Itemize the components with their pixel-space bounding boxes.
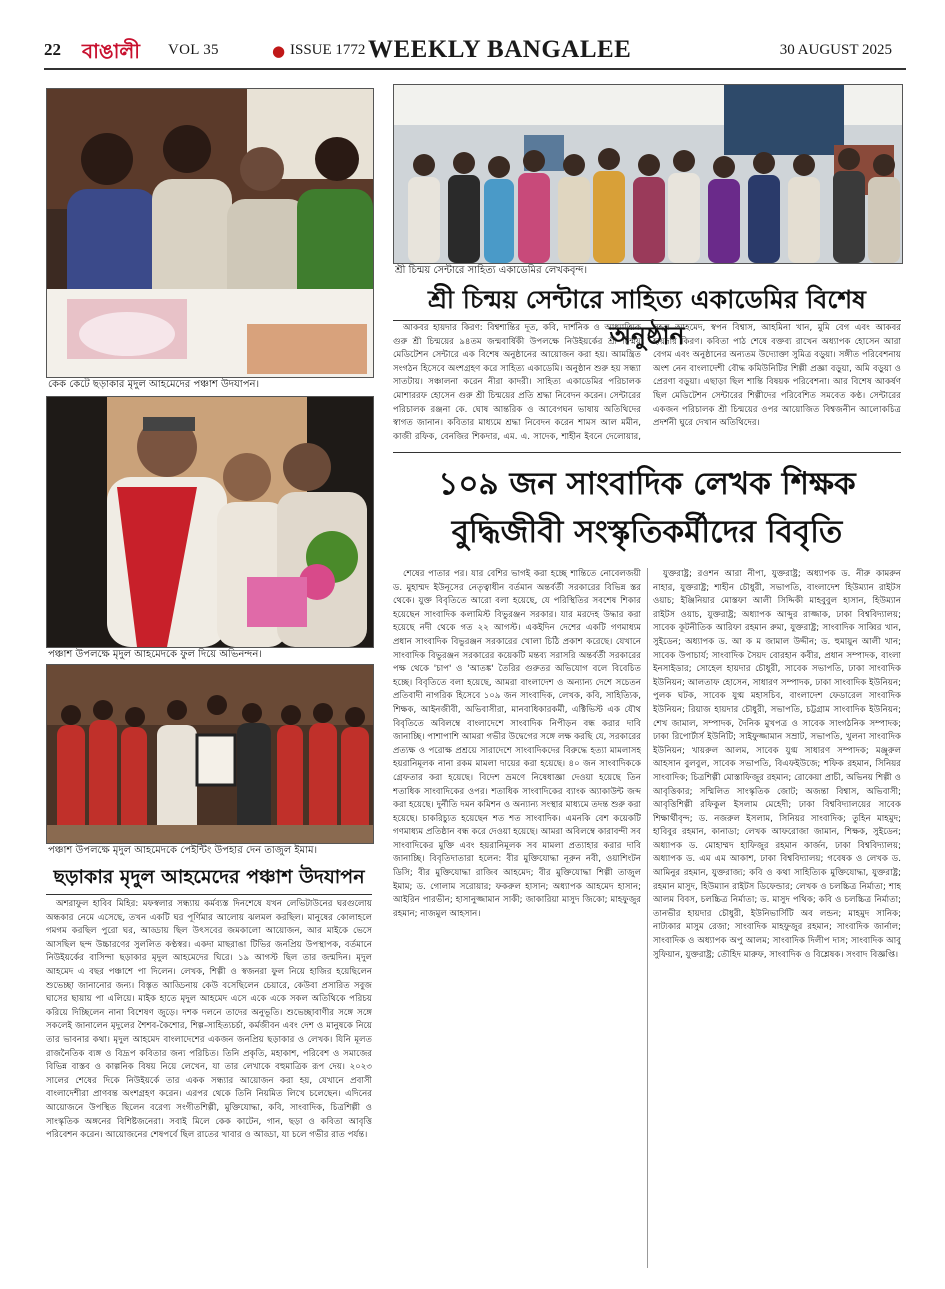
chinmoy-headline-rule [393, 320, 901, 321]
svg-text:বাঙালী: বাঙালী [82, 39, 141, 63]
statement-body-col1 [393, 568, 641, 1270]
statement-text-col1: শেষের পাতার পর। যার বেশির ভাগই করা হচ্ছে শান্তিতে নোবেলজয়ী ড. মুহাম্মদ ইউনূসের নেতৃত্বাধীন বর্তমান অন্তর্বর্তী সরকারের বিভিন্ন স্তর থেকে। যুক্ত বিবৃতিতে আরো বলা হয়েছে, যে পরিস্থিতির সবশেষ শিকার হয়েছেন সাংবাদিক কলামিস্ট বিভুরঞ্জন সরকার। যার মরদেহ উদ্ধার করা হয়েছে নদী থেকে গত ২২ আগস্ট। একইদিন দেশের একটি গণমাধ্যম প্রধান সাংবাদিক বিভুরঞ্জন সরকারের খোলা চিঠি প্রকাশ করেছে। যেখানে সাংবাদিক বিভুরঞ্জন সরকারের কয়েকটি মন্তব্য সরাসরি অন্তর্বর্তী সরকারের পক্ষ থেকে 'চাপ' ও 'আতঙ্ক' তৈরির গুরুতর অভিযোগ বলে বিবেচিত হচ্ছে। বিবৃতিতে বলা হয়েছে, আমরা বাংলাদেশ ও অন্যান্য দেশে সচেতন প্রতিবাদী নাগরিক হিসেবে ১০৯ জন সাংবাদিক, লেখক, কবি, সাহিত্যিক, শিক্ষক, আইনজীবী, অভিবাসীরা, মানবাধিকারকর্মী, এক্টিভিস্ট এক যৌথ বিবৃতিতে অবিলম্বে বাংলাদেশে সাংবাদিক নিপীড়ন বন্ধ করার দাবি জানাচ্ছি। পাশাপাশি আমরা গভীর উদ্বেগের সঙ্গে লক্ষ করছি যে, সরকারের প্রত্যক্ষ ও পরোক্ষ প্রশ্রয়ে সারাদেশে সাংবাদিকদের বিরুদ্ধে হত্যা মামলাসহ হয়রানিমূলক নানা রকম মামলা দায়ের করা হয়েছে। ৪০ জন সাংবাদিককে গ্রেফতার করা হয়েছে। বিদেশ ভ্রমণে নিষেধাজ্ঞা দেওয়া হয়েছে তিন শতাধিক সাংবাদিকের ওপর। শতাধিক সাংবাদিকের ব্যাংক অ্যাকাউন্ট জব্দ করা হয়েছে। দুর্নীতি দমন কমিশন ও অন্যান্য সংস্থার মাধ্যমে তদন্ত শুরু করা হয়েছে। চাকরিচ্যুত হয়েছেন শত শত সাংবাদিক। এমনকি বেশ কয়েকটি গণমাধ্যম প্রতিষ্ঠান বন্ধ করে দেওয়া হয়েছে। আমরা অবিলম্বে কারাবন্দী সব সাংবাদিকের মুক্তি এবং হয়রানিমূলক সব মামলা প্রত্যাহার করার দাবি জানাচ্ছি। বিবৃতিদাতারা হলেন: বীর মুক্তিযোদ্ধা নূরুন নবী, ওয়াশিংটন ডিসি; বীর মুক্তিযোদ্ধা রাজিব আহমেদ; বীর মুক্তিযোদ্ধা শিল্পী তাজুল ইমাম; ড. গোলাম সরোয়ার; ফকরুল হাসান; অধ্যাপক আহমেদ হাসান; আইরিন পারভীন; হাসানুজ্জামান সাকী; জাকারিয়া মাসুদ জিকো; মাহফুজুর রহমান; নাজমুল আহসান। [393, 569, 641, 919]
issue-date: 30 AUGUST 2025 [779, 42, 892, 58]
column-divider [647, 568, 648, 1268]
caption-chinmoy: শ্রী চিন্ময় সেন্টারে সাহিত্য একাডেমির লেখকবৃন্দ। [395, 265, 588, 276]
photo-flowers-greeting [46, 396, 374, 648]
statement-headline-line2: বুদ্ধিজীবী সংস্কৃতিকর্মীদের বিবৃতি [451, 514, 843, 550]
photo-chinmoy-group [393, 84, 903, 264]
mridul-headline: ছড়াকার মৃদুল আহমেদের পঞ্চাশ উদযাপন [53, 866, 365, 888]
statement-headline [393, 460, 901, 556]
statement-text-col2: যুক্তরাষ্ট্র; রওশন আরা নীপা, যুক্তরাষ্ট্র; অধ্যাপক ড. নীরু কামরুন নাহার, যুক্তরাষ্ট্র; শাহীন চৌধুরী, সভাপতি, বাংলাদেশ হিউম্যান রাইটস ওয়াচ; ইঞ্জিনিয়ার মোস্তফা আলী সিদ্দিকী মাহবুবুল হাসান, হিউম্যান রাইটস ওয়াচ, যুক্তরাষ্ট্র; অধ্যাপক আব্দুর রাজ্জাক, ঢাকা বিশ্ববিদ্যালয়; সাবেক কূটনীতিক আরিফা রহমান রুমা, যুক্তরাষ্ট্র; সাংবাদিক সাব্বির খান, সুইডেন; অধ্যাপক ড. আ ক ম জামাল উদ্দীন; ড. হুমায়ুন আলী খান; সাবেক উপাচার্য; সাংবাদিক সৈয়দ বোরহান কবীর, প্রধান সম্পাদক, বাংলা ইনসাইডার; সোহেল হায়দার চৌধুরী, সাবেক সভাপতি, ঢাকা সাংবাদিক ইউনিয়ন; আলতাফ হোসেন, সাধারণ সম্পাদক, ঢাকা সাংবাদিক ইউনিয়ন; পুলক ঘটক, সাবেক যুগ্ম মহাসচিব, বাংলাদেশ ফেডারেল সাংবাদিক ইউনিয়ন; রিয়াজ হায়দার চৌধুরী, সভাপতি, চট্টগ্রাম সাংবাদিক ইউনিয়ন; শেখ জামাল, সম্পাদক, দৈনিক মুখপত্র ও সাবেক সাংগঠনিক সম্পাদক; ঢাকা রিপোর্টার্স ইউনিটি; সাইফুজ্জামান সম্রাট, সভাপতি, খুলনা সাংবাদিক ইউনিয়ন; খায়রুল আলম, সাবেক যুগ্ম সাধারণ সম্পাদক; মঞ্জুরুল আহসান বুলবুল, সাবেক সভাপতি, বিএফইউজে; শফিক রহমান, সিনিয়র সাংবাদিক; চিত্রশিল্পী মোস্তাফিজুর রহমান; রোকেয়া প্রাচী, অভিনয় শিল্পী ও আবৃত্তিকার; সম্মিলিত সাংস্কৃতিক জোট; অজন্তা বিশ্বাস, অভিবাসী; আবৃত্তিশিল্পী রফিকুল ইসলাম মেহেদী; ঢাকা বিশ্ববিদ্যালয়ের সাবেক শিক্ষার্থীবৃন্দ; ড. নজরুল ইসলাম, সিনিয়র সাংবাদিক; তুহিন মাহমুদ; হাবিবুর রহমান, কানাডা; লেখক আফরোজা জামান, শিক্ষক, সুইডেন; অধ্যাপক ড. মোহাম্মদ হাফিজুর রহমান কার্জন, ঢাকা বিশ্ববিদ্যালয়; অধ্যাপক ড. এম এম আকাশ, ঢাকা বিশ্ববিদ্যালয়; গবেষক ও লেখক ড. আমিনুর রহমান, যুক্তরাজ্য; কবি ও কথা সাহিত্যিক মুক্তিযোদ্ধা, যুক্তরাষ্ট্র; রহমান মাসুদ, হিউম্যান রাইটস ডিফেন্ডার; লেখক ও চলচ্চিত্র নির্মাতা; শাহ আলম বিবস, চলচ্চিত্র নির্মাতা; ড. মাসুদ পথিক; কবি ও চলচ্চিত্র নির্মাতা; তানভীর হায়দার চৌধুরী, ইউনিভার্সিটি অব লন্ডন; মাহমুদ সানিক; নাট্যকার মাসুম রেজা; সাংবাদিক মাহফুজুর রহমান; সাংবাদিক জার্নাল; সাংবাদিক ও অধ্যাপক অপু আলম; সাংবাদিক দিলীপ দাস; সাংবাদিক আবু সুফিয়ান, যুক্তরাষ্ট্র; তৌহিদ মারুফ, সাংবাদিক ও বিশ্লেষক। সংবাদ বিজ্ঞপ্তি। [653, 569, 901, 960]
newspaper-logo [72, 36, 172, 64]
separator-dot-icon: ● [272, 42, 286, 60]
statement-top-rule [393, 452, 901, 453]
page-number: 22 [44, 40, 61, 59]
chinmoy-article-body [393, 322, 901, 446]
caption-cake: কেক কেটে ছড়াকার মৃদুল আহমেদের পঞ্চাশ উদযাপন। [48, 379, 260, 390]
publication-title: WEEKLY BANGALEE [368, 36, 632, 63]
mridul-headline-rule [46, 894, 372, 895]
chinmoy-article-text: আকবর হায়দার কিরণ: বিশ্বশান্তির দূত, কবি, দার্শনিক ও আধ্যাত্মিক গুরু শ্রী চিন্ময়ের ৯৪তম জন্মবার্ষিকী উপলক্ষে নিউইয়র্কের শ্রী চিন্ময় মেডিটেশন সেন্টারে এক বিশেষ অনুষ্ঠানের আয়োজন করা হয়। আমন্ত্রিত সংগঠন হিসেবে অংশগ্রহণ করে সাহিত্য একাডেমি। অনুষ্ঠান শুরু হয় সন্ধ্যা সাতটায়। সঞ্চালনা করেন নীরা কাদরী। সাহিত্য একাডেমির পরিচালক মোশাররফ হোসেন গুরু শ্রী চিন্ময়ের প্রতি শ্রদ্ধা নিবেদন করেন। সেন্টারের পরিচালক রঞ্জনা কে. ঘোষ আন্তরিক ও আবেগঘন ভাষায় অতিথিদের স্বাগত জানান। কবিতার মাধ্যমে শ্রদ্ধা নিবেদন করেন শামস আল মমীন, কাজী রফিক, বেনজির শিকদার, এম. এ. সাদেক, শাহীন ইবনে দেলোয়ার, সহল আহমেদ, স্বপন বিশ্বাস, আহমিনা খান, মুমি বেগ এবং আকবর হায়দার কিরণ। কবিতা পাঠ শেষে বক্তব্য রাখেন অধ্যাপক হোসেন আরা বেগম এবং অনুষ্ঠানের অন্যতম উদ্যোক্তা সুমিত্র বড়ুয়া। সঙ্গীত পরিবেশনায় অংশ নেন বাংলাদেশী বৌদ্ধ কমিউনিটির শিল্পী প্রজ্ঞা বড়ুয়া, অমি বড়ুয়া ও প্রেরণা বড়ুয়া। এছাড়া ছিল শান্তি বিষয়ক পরিবেশনা। আর বিশেষ আকর্ষণ ছিল মেডিটেশন সেন্টারের শিল্পীদের পরিবেশিত সমবেত কণ্ঠ। সেন্টারের একজন পরিচালক শ্রী চিন্ময়ের ওপর আয়োজিত বিশ্বজনীন আলোকচিত্র প্রদর্শনী ঘুরে দেখান অতিথিদের। [393, 323, 901, 442]
caption-painting: পঞ্চাশ উপলক্ষে মৃদুল আহমেদকে পেইন্টিং উপহার দেন তাজুল ইমাম। [48, 845, 318, 856]
photo-painting-gift [46, 664, 374, 844]
masthead-rule [44, 68, 906, 70]
masthead [44, 36, 906, 66]
volume-label: VOL 35 [168, 42, 219, 58]
mridul-article-body [46, 898, 372, 1270]
statement-headline-line1: ১০৯ জন সাংবাদিক লেখক শিক্ষক [438, 466, 856, 502]
photo-cake-cutting [46, 88, 374, 378]
statement-body-col2 [653, 568, 901, 1270]
mridul-article-text: অশরাফুল হাবিব মিহির: মফস্বলার সন্ধ্যায় কর্মব্যস্ত দিনশেষে যখন লেভিটাউনের ঘরগুলোয় অন্ধকার নেমে এসেছে, তখন একটি ঘর পূর্ণিমার আলোয় ঝলমল করছিল। মানুষের কোলাহলে গমগম করছিল পুরো ঘর, আড্ডায় ছিল উৎসবের জমকালো আয়োজন, আর মাইকে ভেসে আসছিল ছন্দ উচ্চারণের সুললিত কণ্ঠস্বর। একদা মাছরাঙা টিভির জনপ্রিয় উপস্থাপক, বর্তমানে নিউইয়র্কের বাসিন্দা ছড়াকার মৃদুল আহমেদের ঘিরে। ১৯ আগস্ট ছিল তার জন্মদিন। মৃদুল আহমেদ এ বছর পঞ্চাশে পা দিলেন। লেখক, শিল্পী ও স্বজনরা ফুল নিয়ে হাজির হয়েছিলেন শুভেচ্ছা জানানোর জন্য। বিস্তৃত আড্ডিনায় কেউ বসেছিলেন চেয়ারে, কেউবা প্রসারিত সবুজ ঘাসের ছায়ায় পা এলিয়ে। মাইক হাতে মৃদুল আহমেদ এসে একে একে সকল অতিথিকে পরিচয় করিয়ে দিচ্ছিলেন নানা বিশেষণ জুড়ে। দশক দলনে তাদের অনুভূতি। শুভেচ্ছাবাণীর সঙ্গে সঙ্গে সকলেই জানালেন মৃদুলের শৈশব-কৈশোর, শিল্প-সাহিত্যচর্চা, কর্মজীবন এবং দেশ ও মানুষকে নিয়ে তার ভাবনার কথা। মৃদুল আহমেদ বাংলাদেশের একজন জনপ্রিয় ছড়াকার ও লেখক। যিনি মূলত রাজনৈতিক ব্যঙ্গ ও বিদ্রূপ কবিতার জন্য পরিচিত। তিনি প্রকৃতি, মহাকাশ, পরিবেশ ও সমাজের বিভিন্ন বাস্তব ও কাল্পনিক বিষয় নিয়ে লেখেন, যা তার লেখাকে বহুমাত্রিক রূপ দেয়। ২০২৩ সালের শেষের দিকে নিউইয়র্কে তার একক সন্ধ্যার আয়োজন করা হয়, যেখানে প্রবাসী বাংলাদেশীরা প্রাণবন্ত অংশগ্রহণ করেন। এরপর থেকে তিনি নিয়মিত লিখে চলেছেন। এদিনের আয়োজনে উপস্থিত ছিলেন বরেণ্য সংগীতশিল্পী, মুক্তিযোদ্ধা, কবি, সাংবাদিক, চিত্রশিল্পী ও সাংস্কৃতিক অঙ্গনের বিশিষ্টজনেরা। সবাই মিলে কেক কাটেন, গান, ছড়া ও কবিতা আবৃত্তি পরিবেশন করেন। আয়োজনের শেষপর্বে ছিল রাতের খাবার ও আড্ডা, যা চলে গভীর রাত পর্যন্ত। [46, 899, 372, 1141]
caption-flowers: পঞ্চাশ উপলক্ষে মৃদুল আহমেদকে ফুল দিয়ে অভিনন্দন। [48, 649, 262, 660]
issue-label: ISSUE 1772 [290, 42, 366, 58]
chinmoy-headline: শ্রী চিন্ময় সেন্টারে সাহিত্য একাডেমির বিশেষ অনুষ্ঠান [428, 285, 866, 350]
